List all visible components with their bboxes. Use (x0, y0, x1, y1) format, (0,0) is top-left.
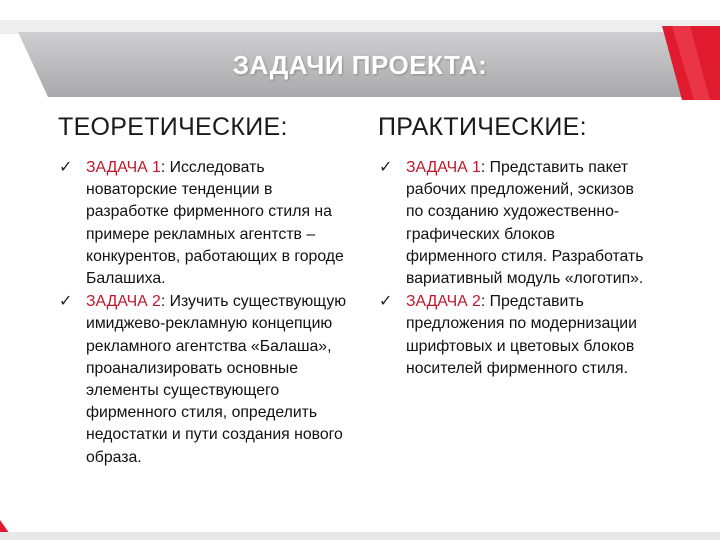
checkmark-icon: ✓ (59, 291, 73, 311)
task-label: ЗАДАЧА 2 (86, 293, 161, 311)
task-label: ЗАДАЧА 2 (406, 293, 481, 311)
task-label: ЗАДАЧА 1 (406, 159, 481, 176)
footer-bar (0, 532, 720, 540)
slide-title: ЗАДАЧИ ПРОЕКТА: (232, 50, 488, 80)
task-text: : Исследовать новаторские тенденции в разработке фирменного стиля на примере рекламных агентств – конкурентов, работающих в городе Балашиха. (86, 159, 344, 288)
checkmark-icon: ✓ (379, 291, 393, 311)
task-text: : Представить предложения по модернизации шрифтовых и цветовых блоков носителей фирменного стиля. (406, 293, 637, 377)
task-text: : Представить пакет рабочих предложений, эскизов по созданию художественно-графических блоков фирменного стиля. Разработать вариативный модуль «логотип». (406, 159, 644, 288)
practical-column (378, 113, 648, 381)
list-item (58, 291, 358, 469)
practical-heading: ПРАКТИЧЕСКИЕ: (378, 113, 587, 141)
theoretical-heading: ТЕОРЕТИЧЕСКИЕ: (58, 113, 288, 141)
theoretical-column (58, 113, 358, 470)
list-item (378, 291, 648, 380)
banner-shadow-shape (0, 20, 720, 34)
task-label: ЗАДАЧА 1 (86, 159, 161, 176)
list-item (58, 157, 358, 290)
list-item (378, 157, 648, 290)
checkmark-icon: ✓ (379, 157, 393, 176)
task-text: : Изучить существующую имиджево-рекламную концепцию рекламного агентства «Балаша», проанализировать основные элементы существующего фирменного стиля, определить недостатки и пути создания нового образа. (86, 293, 347, 466)
checkmark-icon: ✓ (59, 157, 73, 176)
